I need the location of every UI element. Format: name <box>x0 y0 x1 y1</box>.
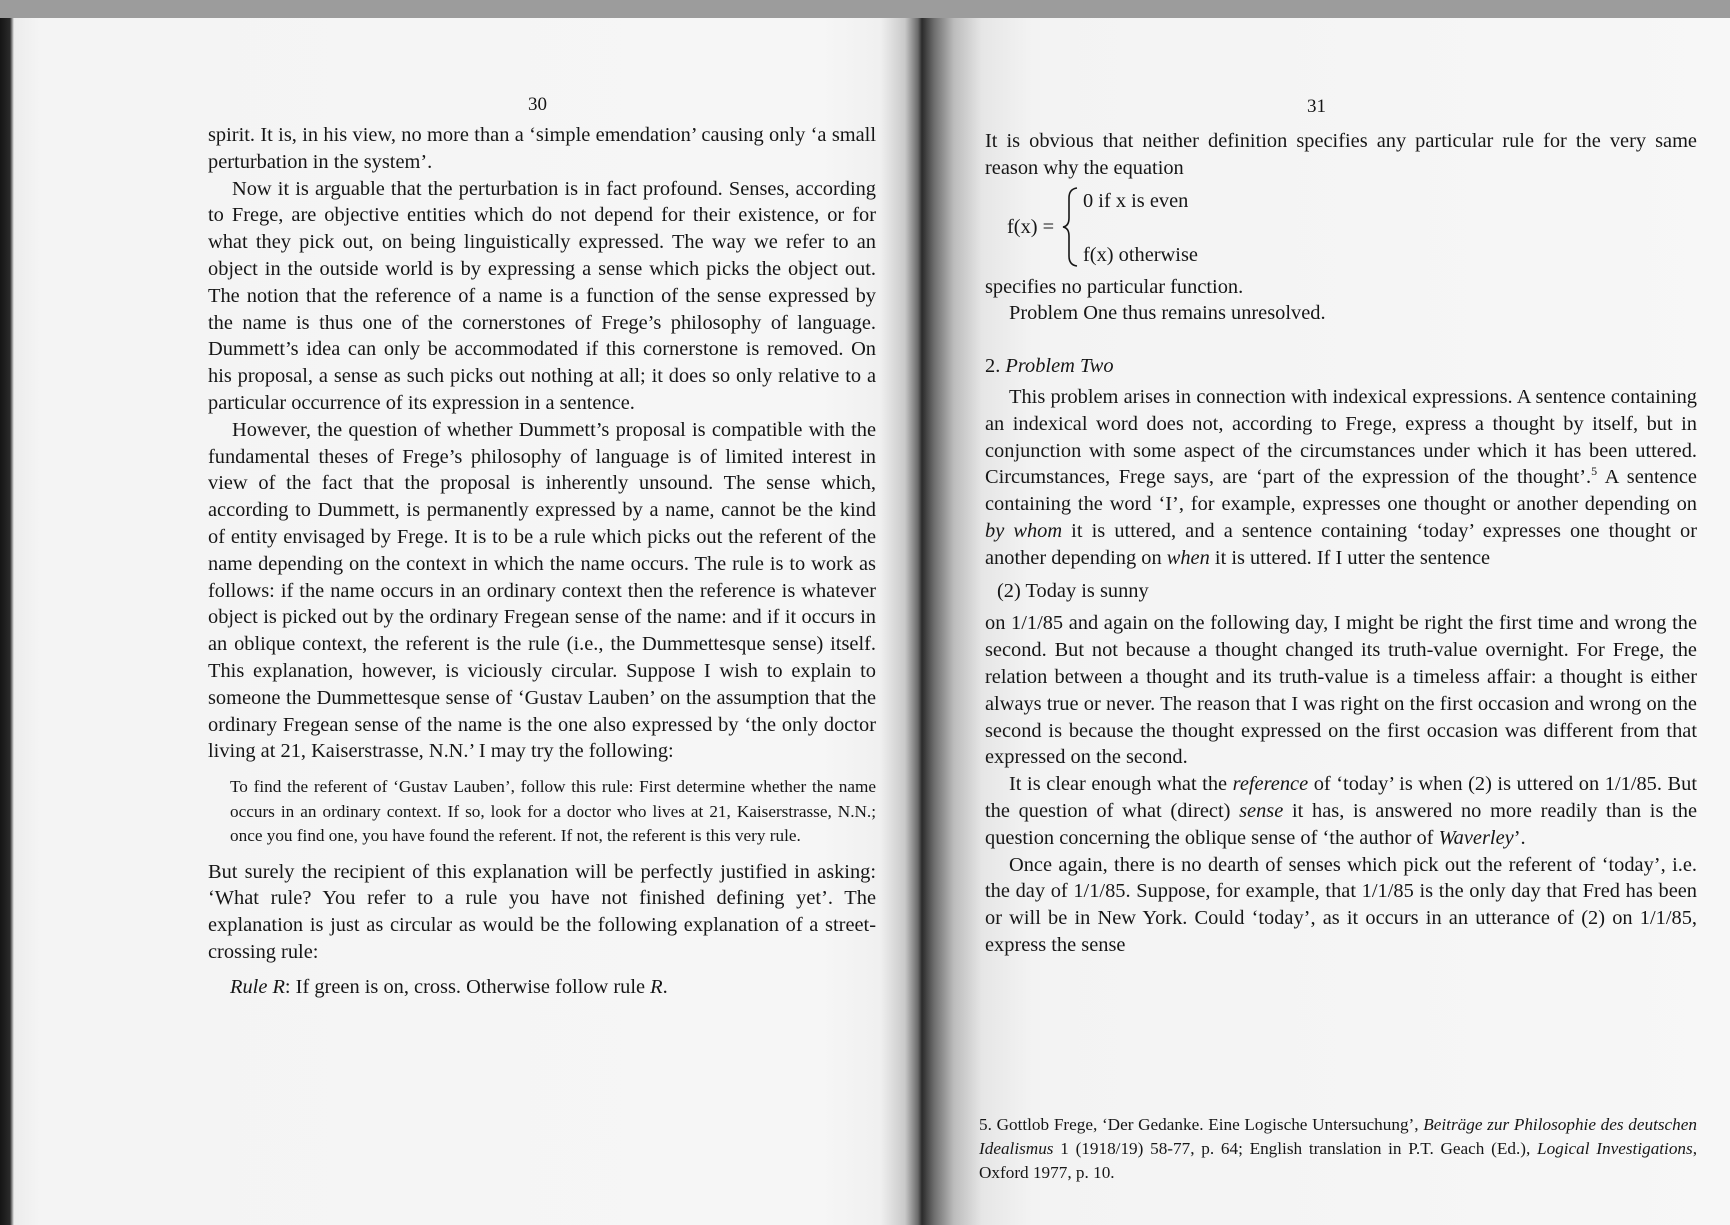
paragraph: Problem One thus remains unresolved. <box>1009 302 1326 325</box>
page-number: 31 <box>1307 96 1326 117</box>
rule-label: Rule R <box>230 975 285 998</box>
right-page-body <box>985 128 1697 959</box>
left-page-body <box>208 122 876 1001</box>
book-spread <box>0 18 1730 1225</box>
paragraph: However, the question of whether Dummett’s proposal is compatible with the fundamental theses of Frege’s philosophy of language is of limited interest in view of the fact that the proposal is inherently unsound. The sense which, according to Dummett, is permanently expressed by a name, cannot be the kind of entity envisaged by Frege. It is to be a rule which picks out the referent of the name depending on the context in which the name occurs. The rule is to work as follows: if the name occurs in an ordinary context then the reference is whatever object is picked out by the ordinary Fregean sense of the name: and if it occurs in an oblique context, the referent is the rule (i.e., the Dummettesque sense) itself. This explanation, however, is viciously circular. Suppose I wish to explain to someone the Dummettesque sense of ‘Gustav Lauben’ on the assumption that the ordinary Fregean sense of the name is the one also expressed by ‘the only doctor living at 21, Kaiserstrasse, N.N.’ I may try the following: <box>208 418 876 763</box>
section-number: 2. <box>985 355 1001 378</box>
emphasis: Logical Investigations <box>1537 1139 1693 1159</box>
text-run: It is clear enough what the <box>1009 773 1233 796</box>
paragraph: Now it is arguable that the perturbation is in fact profound. Senses, according to Frege, are objective entities which do not depend for their existence, or for what they pick out, on being linguistically expressed. The way we refer to an object in the outside world is by expressing a sense which picks the object out. The notion that the reference of a name is a function of the sense expressed by the name is thus one of the cornerstones of Frege’s philosophy of language. Dummett’s idea can only be accommodated if this cornerstone is removed. On his proposal, a sense as such picks out nothing at all; it does so only relative to a particular occurrence of its expression in a sentence. <box>208 177 876 414</box>
text-run: , Oxford 1977, p. 10. <box>979 1139 1698 1183</box>
emphasis: sense <box>1239 799 1284 822</box>
section-heading <box>985 353 1697 380</box>
paragraph: spirit. It is, in his view, no more than a ‘simple emendation’ causing only ‘a small perturbation in the system’. <box>208 124 876 173</box>
paragraph: It is obvious that neither definition specifies any particular rule for the very same reason why the equation <box>985 130 1697 179</box>
emphasis: reference <box>1232 773 1309 796</box>
rule-period: . <box>662 975 668 998</box>
paragraph: Once again, there is no dearth of senses which pick out the referent of ‘today’, i.e. the day of 1/1/85. Suppose, for example, that 1/1/85 is the only day that Fred has been or will be in New York. Could ‘today’, as it occurs in an utterance of (2) on 1/1/85, express the sense <box>985 853 1697 956</box>
emphasis: Waverley <box>1438 826 1514 849</box>
text-run: This problem arises in connection with indexical expressions. A sentence containing an indexical word does not, according to Frege, express a thought by itself, but in conjunction with some aspect of the circumstances under which it has been uttered. Circumstances, Frege says, are ‘part of the expression of the thought’. <box>985 385 1697 489</box>
paragraph: specifies no particular function. <box>985 275 1244 298</box>
text-run: it is uttered. If I utter the sentence <box>1209 546 1491 569</box>
rule-text: : If green is on, cross. Otherwise follow rule <box>284 975 651 998</box>
rule-r-statement <box>230 974 876 1001</box>
page-number: 30 <box>528 94 547 115</box>
paragraph <box>985 771 1697 851</box>
footnote <box>979 1113 1697 1186</box>
emphasis: Beiträge zur Philosophie des deutschen Idealismus <box>979 1115 1697 1159</box>
left-page <box>0 18 922 1225</box>
rule-end: R <box>650 975 663 998</box>
section-title: Problem Two <box>1005 355 1114 378</box>
equation-case-2: f(x) otherwise <box>1083 243 1198 266</box>
text-run: it is uttered, and a sentence containing ‘today’ expresses one thought or another depending on <box>985 519 1698 569</box>
equation-lhs: f(x) = <box>1007 215 1055 238</box>
block-quote: To find the referent of ‘Gustav Lauben’, follow this rule: First determine whether the name occurs in an ordinary context. If so, look for a doctor who lives at 21, Kaiserstrasse, N.N.; once you find one, you have found the referent. If not, the referent is this very rule. <box>230 777 876 846</box>
paragraph: But surely the recipient of this explanation will be perfectly justified in asking: ‘What rule? You refer to a rule you have not finished defining yet’. The explanation is just as circular as would be the following explanation of a street-crossing rule: <box>208 860 876 964</box>
text-run: A sentence containing the word ‘I’, for example, expresses one thought or another depending on <box>985 466 1697 516</box>
right-page <box>922 18 1730 1225</box>
paragraph: on 1/1/85 and again on the following day, I might be right the first time and wrong the second. But not because a thought changed its truth-value overnight. For Frege, the relation between a thought and its truth-value is a timeless affair: a thought is either always true or never. The reason that I was right on the first occasion and wrong on the second is because the thought expressed on the first occasion was different from that expressed on the second. <box>985 612 1697 769</box>
paragraph <box>985 384 1697 572</box>
text-run: it has, is answered no more readily than is the question concerning the oblique sense of ‘the author of <box>985 799 1697 849</box>
emphasis: when <box>1166 546 1210 569</box>
equation-case-1: 0 if x is even <box>1083 189 1189 212</box>
text-run: of ‘today’ is when (2) is uttered on 1/1/85. But the question of what (direct) <box>985 773 1697 822</box>
emphasis: by whom <box>985 519 1063 542</box>
text-run: ’. <box>1513 826 1526 849</box>
scanner-top-edge <box>0 0 1730 18</box>
text-run: 1 (1918/19) 58-77, p. 64; English translation in P.T. Geach (Ed.), <box>1053 1139 1538 1159</box>
footnote-ref: 5 <box>1591 464 1598 479</box>
text-run: 5. Gottlob Frege, ‘Der Gedanke. Eine Logische Untersuchung’, <box>979 1115 1424 1134</box>
piecewise-equation <box>985 186 1697 270</box>
numbered-example: (2) Today is sunny <box>997 579 1149 602</box>
left-brace <box>1061 186 1081 268</box>
